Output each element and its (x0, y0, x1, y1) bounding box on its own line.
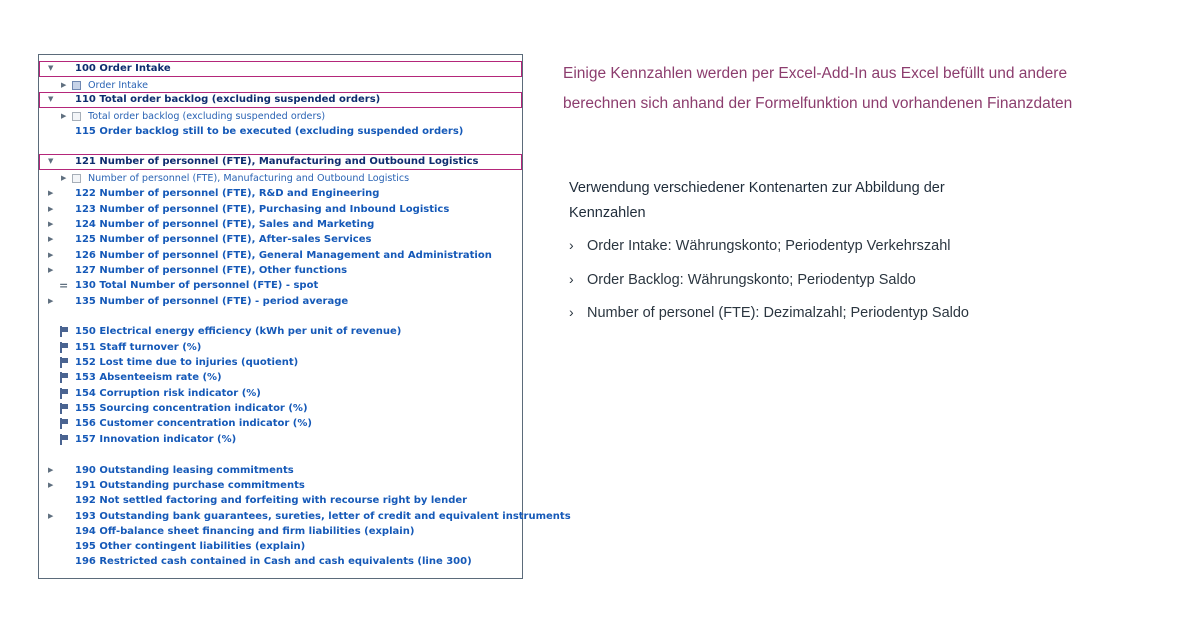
tree-row-label: 123 Number of personnel (FTE), Purchasing and Inbound Logistics (75, 204, 450, 215)
tree-row[interactable] (39, 154, 522, 170)
tree-row[interactable] (39, 432, 522, 447)
account-icon (72, 174, 81, 183)
section-title (569, 176, 1009, 226)
collapsed-caret-icon[interactable]: ▶ (48, 512, 54, 520)
tree-row-label: 121 Number of personnel (FTE), Manufacturing and Outbound Logistics (75, 156, 479, 167)
bullet-text: Order Intake: Währungskonto; Periodentyp Verkehrszahl (587, 238, 951, 254)
tree-row[interactable] (39, 109, 522, 124)
tree-row[interactable] (39, 217, 522, 232)
tree-row[interactable] (39, 61, 522, 77)
tree-row[interactable] (39, 171, 522, 186)
tree-row[interactable] (39, 202, 522, 217)
tree-row[interactable] (39, 324, 522, 339)
tree-row-label: Order Intake (88, 80, 148, 91)
tree-row-label: 194 Off-balance sheet financing and firm liabilities (explain) (75, 526, 415, 537)
flag-icon (60, 372, 68, 383)
tree-row-label: 193 Outstanding bank guarantees, sureties, letter of credit and equivalent instruments (75, 511, 571, 522)
tree-row-label: 153 Absenteeism rate (%) (75, 372, 222, 383)
flag-icon (60, 326, 68, 337)
tree-row-label: Total order backlog (excluding suspended orders) (88, 111, 326, 122)
intro-line-2: berechnen sich anhand der Formelfunktion und vorhandenen Finanzdaten (563, 95, 1073, 112)
section-title-line-2: Kennzahlen (569, 205, 646, 221)
tree-row-label: 122 Number of personnel (FTE), R&D and Engineering (75, 188, 380, 199)
tree-row[interactable] (39, 401, 522, 416)
tree-row[interactable] (39, 294, 522, 309)
tree-row[interactable] (39, 524, 522, 539)
tree-row-label: 152 Lost time due to injuries (quotient) (75, 357, 299, 368)
tree-row[interactable] (39, 478, 522, 493)
tree-row-label: 157 Innovation indicator (%) (75, 434, 237, 445)
tree-row[interactable] (39, 340, 522, 355)
tree-row-label: 192 Not settled factoring and forfeiting with recourse right by lender (75, 495, 468, 506)
bullet-text: Order Backlog: Währungskonto; Periodentyp Saldo (587, 272, 916, 288)
collapsed-caret-icon[interactable]: ▶ (61, 112, 67, 120)
collapsed-caret-icon[interactable]: ▶ (61, 81, 67, 89)
tree-row-label: 126 Number of personnel (FTE), General Management and Administration (75, 250, 492, 261)
intro-line-1: Einige Kennzahlen werden per Excel-Add-In aus Excel befüllt und andere (563, 65, 1068, 82)
collapsed-caret-icon[interactable]: ▶ (48, 466, 54, 474)
tree-row[interactable] (39, 232, 522, 247)
collapsed-caret-icon[interactable]: ▶ (48, 205, 54, 213)
section-title-line-1: Verwendung verschiedener Kontenarten zur Abbildung der (569, 180, 945, 196)
tree-row-label: 130 Total Number of personnel (FTE) - spot (75, 280, 319, 291)
formula-equals-icon: = (59, 279, 69, 292)
tree-row[interactable] (39, 78, 522, 93)
flag-icon (60, 357, 68, 368)
tree-row[interactable] (39, 493, 522, 508)
chevron-right-icon: › (569, 304, 574, 320)
tree-row[interactable] (39, 278, 522, 293)
tree-row[interactable] (39, 386, 522, 401)
tree-row-label: 150 Electrical energy efficiency (kWh per unit of revenue) (75, 326, 402, 337)
collapsed-caret-icon[interactable]: ▶ (48, 220, 54, 228)
tree-row[interactable] (39, 416, 522, 431)
account-icon (72, 112, 81, 121)
tree-row-label: 155 Sourcing concentration indicator (%) (75, 403, 308, 414)
collapsed-caret-icon[interactable]: ▶ (48, 481, 54, 489)
tree-row-label: Number of personnel (FTE), Manufacturing and Outbound Logistics (88, 173, 410, 184)
tree-row[interactable] (39, 263, 522, 278)
account-tree-panel (38, 54, 571, 579)
tree-row-label: 151 Staff turnover (%) (75, 342, 202, 353)
tree-row-label: 191 Outstanding purchase commitments (75, 480, 305, 491)
flag-icon (60, 388, 68, 399)
collapsed-caret-icon[interactable]: ▶ (48, 189, 54, 197)
tree-row[interactable] (39, 554, 522, 569)
tree-row[interactable] (39, 92, 522, 108)
expanded-caret-icon[interactable]: ▼ (48, 64, 54, 72)
intro-text (563, 59, 1183, 119)
tree-row[interactable] (39, 186, 522, 201)
tree-row[interactable] (39, 248, 522, 263)
chevron-right-icon: › (569, 271, 574, 287)
tree-row-label: 135 Number of personnel (FTE) - period average (75, 296, 349, 307)
tree-row[interactable] (39, 509, 571, 524)
collapsed-caret-icon[interactable]: ▶ (61, 174, 67, 182)
collapsed-caret-icon[interactable]: ▶ (48, 266, 54, 274)
tree-row-label: 196 Restricted cash contained in Cash and cash equivalents (line 300) (75, 556, 472, 567)
bullet-text: Number of personel (FTE): Dezimalzahl; Periodentyp Saldo (587, 305, 969, 321)
tree-row-label: 154 Corruption risk indicator (%) (75, 388, 261, 399)
tree-row[interactable] (39, 355, 522, 370)
chart-account-icon (72, 81, 81, 90)
collapsed-caret-icon[interactable]: ▶ (48, 297, 54, 305)
chevron-right-icon: › (569, 237, 574, 253)
flag-icon (60, 434, 68, 445)
expanded-caret-icon[interactable]: ▼ (48, 95, 54, 103)
tree-row-label: 100 Order Intake (75, 63, 171, 74)
tree-row-label: 125 Number of personnel (FTE), After-sales Services (75, 234, 372, 245)
flag-icon (60, 403, 68, 414)
tree-row-label: 110 Total order backlog (excluding suspended orders) (75, 94, 381, 105)
collapsed-caret-icon[interactable]: ▶ (48, 251, 54, 259)
tree-row-label: 127 Number of personnel (FTE), Other functions (75, 265, 348, 276)
tree-row-label: 190 Outstanding leasing commitments (75, 465, 294, 476)
tree-row-label: 156 Customer concentration indicator (%) (75, 418, 312, 429)
tree-row[interactable] (39, 539, 522, 554)
tree-row[interactable] (39, 124, 522, 139)
tree-row-label: 195 Other contingent liabilities (explain) (75, 541, 306, 552)
expanded-caret-icon[interactable]: ▼ (48, 157, 54, 165)
collapsed-caret-icon[interactable]: ▶ (48, 235, 54, 243)
tree-row-label: 115 Order backlog still to be executed (excluding suspended orders) (75, 126, 464, 137)
flag-icon (60, 418, 68, 429)
flag-icon (60, 342, 68, 353)
tree-row-label: 124 Number of personnel (FTE), Sales and Marketing (75, 219, 375, 230)
tree-row[interactable] (39, 463, 522, 478)
tree-row[interactable] (39, 370, 522, 385)
